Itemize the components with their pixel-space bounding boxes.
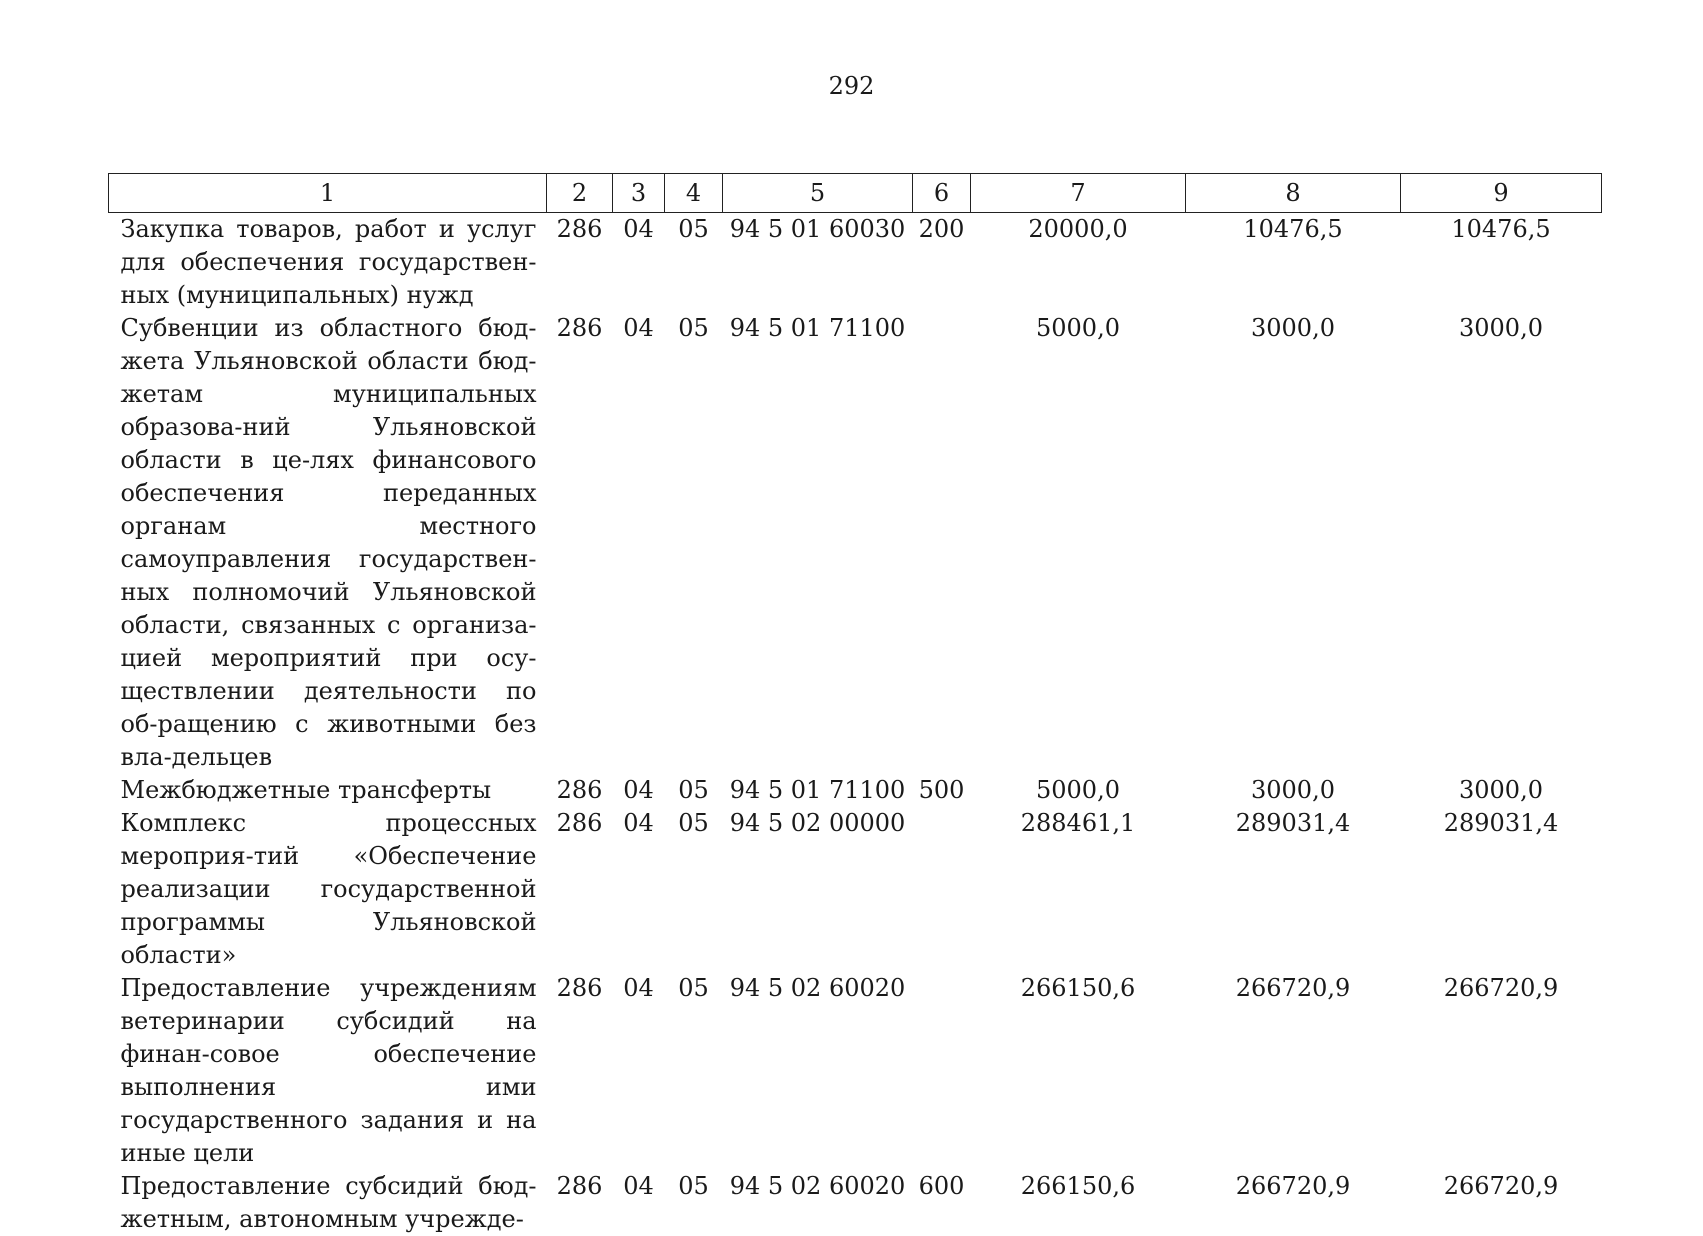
row-amount-col7: 288461,1 xyxy=(1020,809,1136,837)
row-amount-col9: 3000,0 xyxy=(1459,776,1543,804)
row-amount-col8: 266720,9 xyxy=(1235,1172,1351,1200)
row-expense-type xyxy=(913,312,971,774)
table-row xyxy=(109,972,1602,1170)
column-header-2: 2 xyxy=(547,174,613,213)
row-amount-col8: 289031,4 xyxy=(1235,809,1351,837)
row-amount-col9: 10476,5 xyxy=(1451,215,1551,243)
row-target-code: 94 5 01 71100 xyxy=(729,776,906,804)
row-subsection-code: 05 xyxy=(678,215,709,243)
row-section-code: 04 xyxy=(623,809,654,837)
table-row xyxy=(109,213,1602,313)
row-amount-col7: 5000,0 xyxy=(1036,776,1120,804)
row-ministry-code: 286 xyxy=(556,776,603,804)
budget-table xyxy=(108,173,1602,1236)
row-description: Предоставление учреждениям ветеринарии субсидий на финан-совое обеспечение выполнения ими государственного задания и на иные цели xyxy=(120,974,537,1167)
table-header-row xyxy=(109,174,1602,213)
column-header-3: 3 xyxy=(613,174,665,213)
row-target-code: 94 5 02 60020 xyxy=(729,1172,906,1200)
row-amount-col9: 289031,4 xyxy=(1443,809,1559,837)
row-subsection-code: 05 xyxy=(678,809,709,837)
row-expense-type: 200 xyxy=(918,215,965,243)
row-amount-col8: 3000,0 xyxy=(1251,314,1335,342)
row-amount-col8: 266720,9 xyxy=(1235,974,1351,1002)
row-amount-col7: 5000,0 xyxy=(1036,314,1120,342)
table-row xyxy=(109,807,1602,972)
row-description: Межбюджетные трансферты xyxy=(120,776,492,804)
row-target-code: 94 5 02 00000 xyxy=(729,809,906,837)
row-description: Закупка товаров, работ и услуг для обеспечения государствен-ных (муниципальных) нужд xyxy=(120,215,537,309)
row-amount-col7: 20000,0 xyxy=(1028,215,1128,243)
table-row xyxy=(109,312,1602,774)
row-expense-type: 500 xyxy=(918,776,965,804)
column-header-9: 9 xyxy=(1401,174,1602,213)
row-ministry-code: 286 xyxy=(556,809,603,837)
table-row xyxy=(109,1170,1602,1236)
row-subsection-code: 05 xyxy=(678,974,709,1002)
row-section-code: 04 xyxy=(623,776,654,804)
row-description: Предоставление субсидий бюд-жетным, автономным учрежде- xyxy=(120,1172,537,1233)
column-header-6: 6 xyxy=(913,174,971,213)
row-ministry-code: 286 xyxy=(556,1172,603,1200)
column-header-8: 8 xyxy=(1186,174,1401,213)
row-ministry-code: 286 xyxy=(556,215,603,243)
row-amount-col9: 3000,0 xyxy=(1459,314,1543,342)
page-number: 292 xyxy=(828,72,875,100)
budget-table-container xyxy=(108,173,1601,1236)
row-target-code: 94 5 01 60030 xyxy=(729,215,906,243)
row-amount-col7: 266150,6 xyxy=(1020,1172,1136,1200)
row-amount-col9: 266720,9 xyxy=(1443,974,1559,1002)
row-section-code: 04 xyxy=(623,1172,654,1200)
row-target-code: 94 5 01 71100 xyxy=(729,314,906,342)
row-amount-col8: 3000,0 xyxy=(1251,776,1335,804)
row-amount-col7: 266150,6 xyxy=(1020,974,1136,1002)
row-amount-col9: 266720,9 xyxy=(1443,1172,1559,1200)
row-expense-type: 600 xyxy=(918,1172,965,1200)
row-ministry-code: 286 xyxy=(556,974,603,1002)
row-section-code: 04 xyxy=(623,215,654,243)
row-expense-type xyxy=(913,972,971,1170)
row-ministry-code: 286 xyxy=(556,314,603,342)
row-target-code: 94 5 02 60020 xyxy=(729,974,906,1002)
row-amount-col8: 10476,5 xyxy=(1243,215,1343,243)
row-description: Субвенции из областного бюд-жета Ульяновской области бюд-жетам муниципальных образова-ний Ульяновской области в це-лях финансового обеспечения переданных органам местного самоуправления государствен-ных полномочий Ульяновской области, связанных с организа-цией мероприятий при осу-ществлении деятельности по об-ращению с животными без вла-дельцев xyxy=(120,314,537,771)
row-section-code: 04 xyxy=(623,974,654,1002)
column-header-4: 4 xyxy=(665,174,723,213)
row-expense-type xyxy=(913,807,971,972)
row-subsection-code: 05 xyxy=(678,1172,709,1200)
row-subsection-code: 05 xyxy=(678,776,709,804)
column-header-5: 5 xyxy=(723,174,913,213)
row-subsection-code: 05 xyxy=(678,314,709,342)
table-row xyxy=(109,774,1602,807)
column-header-7: 7 xyxy=(971,174,1186,213)
row-description: Комплекс процессных мероприя-тий «Обеспечение реализации государственной программы Ульяновской области» xyxy=(120,809,537,969)
column-header-1: 1 xyxy=(109,174,547,213)
row-section-code: 04 xyxy=(623,314,654,342)
